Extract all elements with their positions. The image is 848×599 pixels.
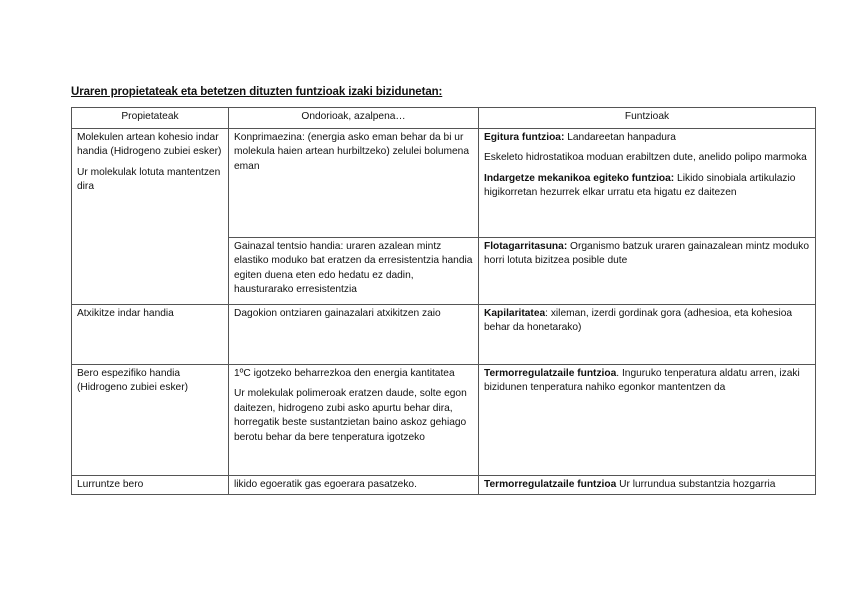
- table-row: [72, 304, 816, 364]
- cell-text: Bero espezifiko handia (Hidrogeno zubiei esker): [77, 367, 188, 393]
- cell-function: [479, 237, 816, 304]
- function-desc: Organismo batzuk uraren gainazalean mintz moduko horri lotuta bizitzea posible dute: [484, 240, 810, 266]
- function-desc: Ur lurrundua substantzia hozgarria: [616, 478, 776, 490]
- function-name: Kapilaritatea: [484, 307, 546, 319]
- header-ondorioak: Ondorioak, azalpena…: [229, 108, 479, 129]
- function-desc: Likido sinobiala artikulazio higikorretan hezurrek elkar urratu eta higatu ez daitezen: [484, 172, 796, 198]
- cell-text: [484, 307, 810, 336]
- cell-function: [479, 475, 816, 495]
- table-row: [72, 364, 816, 475]
- table-header-row: [72, 108, 816, 129]
- function-name: Indargetze mekanikoa egiteko funtzioa:: [484, 172, 675, 184]
- cell-text: Konprimaezina: (energia asko eman behar da bi ur molekula haien artean hurbiltzeko) zelulei bolumena eman: [234, 131, 470, 172]
- cell-text: 1ºC igotzeko beharrezkoa den energia kantitatea: [234, 367, 455, 379]
- cell-text: [484, 151, 810, 166]
- cell-text: Ur molekulak polimeroak eratzen daude, solte egon daitezen, hidrogeno zubi asko apurtu behar dira, horregatik beste sustantzietan baino askoz gehiago berotu behar da bere tenperatura igotzeko: [234, 388, 467, 443]
- cell-text: [484, 240, 810, 269]
- function-name: Termorregulatzaile funtzioa: [484, 367, 617, 379]
- cell-property: [72, 304, 229, 364]
- cell-function: [479, 304, 816, 364]
- cell-text: [484, 478, 810, 493]
- table-row: [72, 128, 816, 237]
- cell-function: [479, 128, 816, 237]
- cell-text: [484, 131, 810, 146]
- function-desc: : xileman, izerdi gordinak gora (adhesioa, eta kohesioa behar da honetarako): [484, 307, 793, 333]
- function-desc: Eskeleto hidrostatikoa moduan erabiltzen dute, anelido polipo marmoka: [484, 152, 807, 163]
- function-name: Egitura funtzioa:: [484, 131, 565, 143]
- cell-text: Lurruntze bero: [77, 478, 144, 490]
- function-name: Termorregulatzaile funtzioa: [484, 478, 617, 490]
- cell-property: [72, 364, 229, 475]
- document-title: Uraren propietateak eta betetzen dituzten funtzioak izaki bizidunetan:: [71, 86, 443, 98]
- cell-text: [484, 172, 810, 201]
- function-name: Flotagarritasuna:: [484, 240, 568, 252]
- cell-consequence: [229, 128, 479, 237]
- header-funtzioak: Funtzioak: [479, 108, 816, 129]
- function-desc: . Inguruko tenperatura aldatu arren, izaki bizidunen tenperatura nahiko egonkor mantentzen da: [484, 367, 800, 393]
- header-propietateak: Propietateak: [72, 108, 229, 129]
- cell-consequence: [229, 364, 479, 475]
- cell-text: Atxikitze indar handia: [77, 307, 174, 319]
- cell-text: likido egoeratik gas egoerara pasatzeko.: [234, 478, 417, 490]
- cell-function: [479, 364, 816, 475]
- cell-text: Gainazal tentsio handia: uraren azalean mintz elastiko moduko bat eratzen da erresistentzia handia egiten duena eten edo hedatu ez dadin, hausturarako erresistentzia: [234, 240, 473, 295]
- cell-text: Dagokion ontziaren gainazalari atxikitzen zaio: [234, 307, 441, 319]
- cell-text: Ur molekulak lotuta mantentzen dira: [77, 166, 221, 192]
- cell-text: Molekulen artean kohesio indar handia (Hidrogeno zubiei esker): [77, 131, 222, 157]
- table-row: [72, 475, 816, 495]
- cell-property: [72, 128, 229, 304]
- cell-consequence: [229, 237, 479, 304]
- properties-table: [71, 107, 816, 495]
- cell-consequence: [229, 475, 479, 495]
- cell-property: [72, 475, 229, 495]
- cell-text: [484, 367, 810, 396]
- cell-consequence: [229, 304, 479, 364]
- function-desc: Landareetan hanpadura: [564, 131, 676, 143]
